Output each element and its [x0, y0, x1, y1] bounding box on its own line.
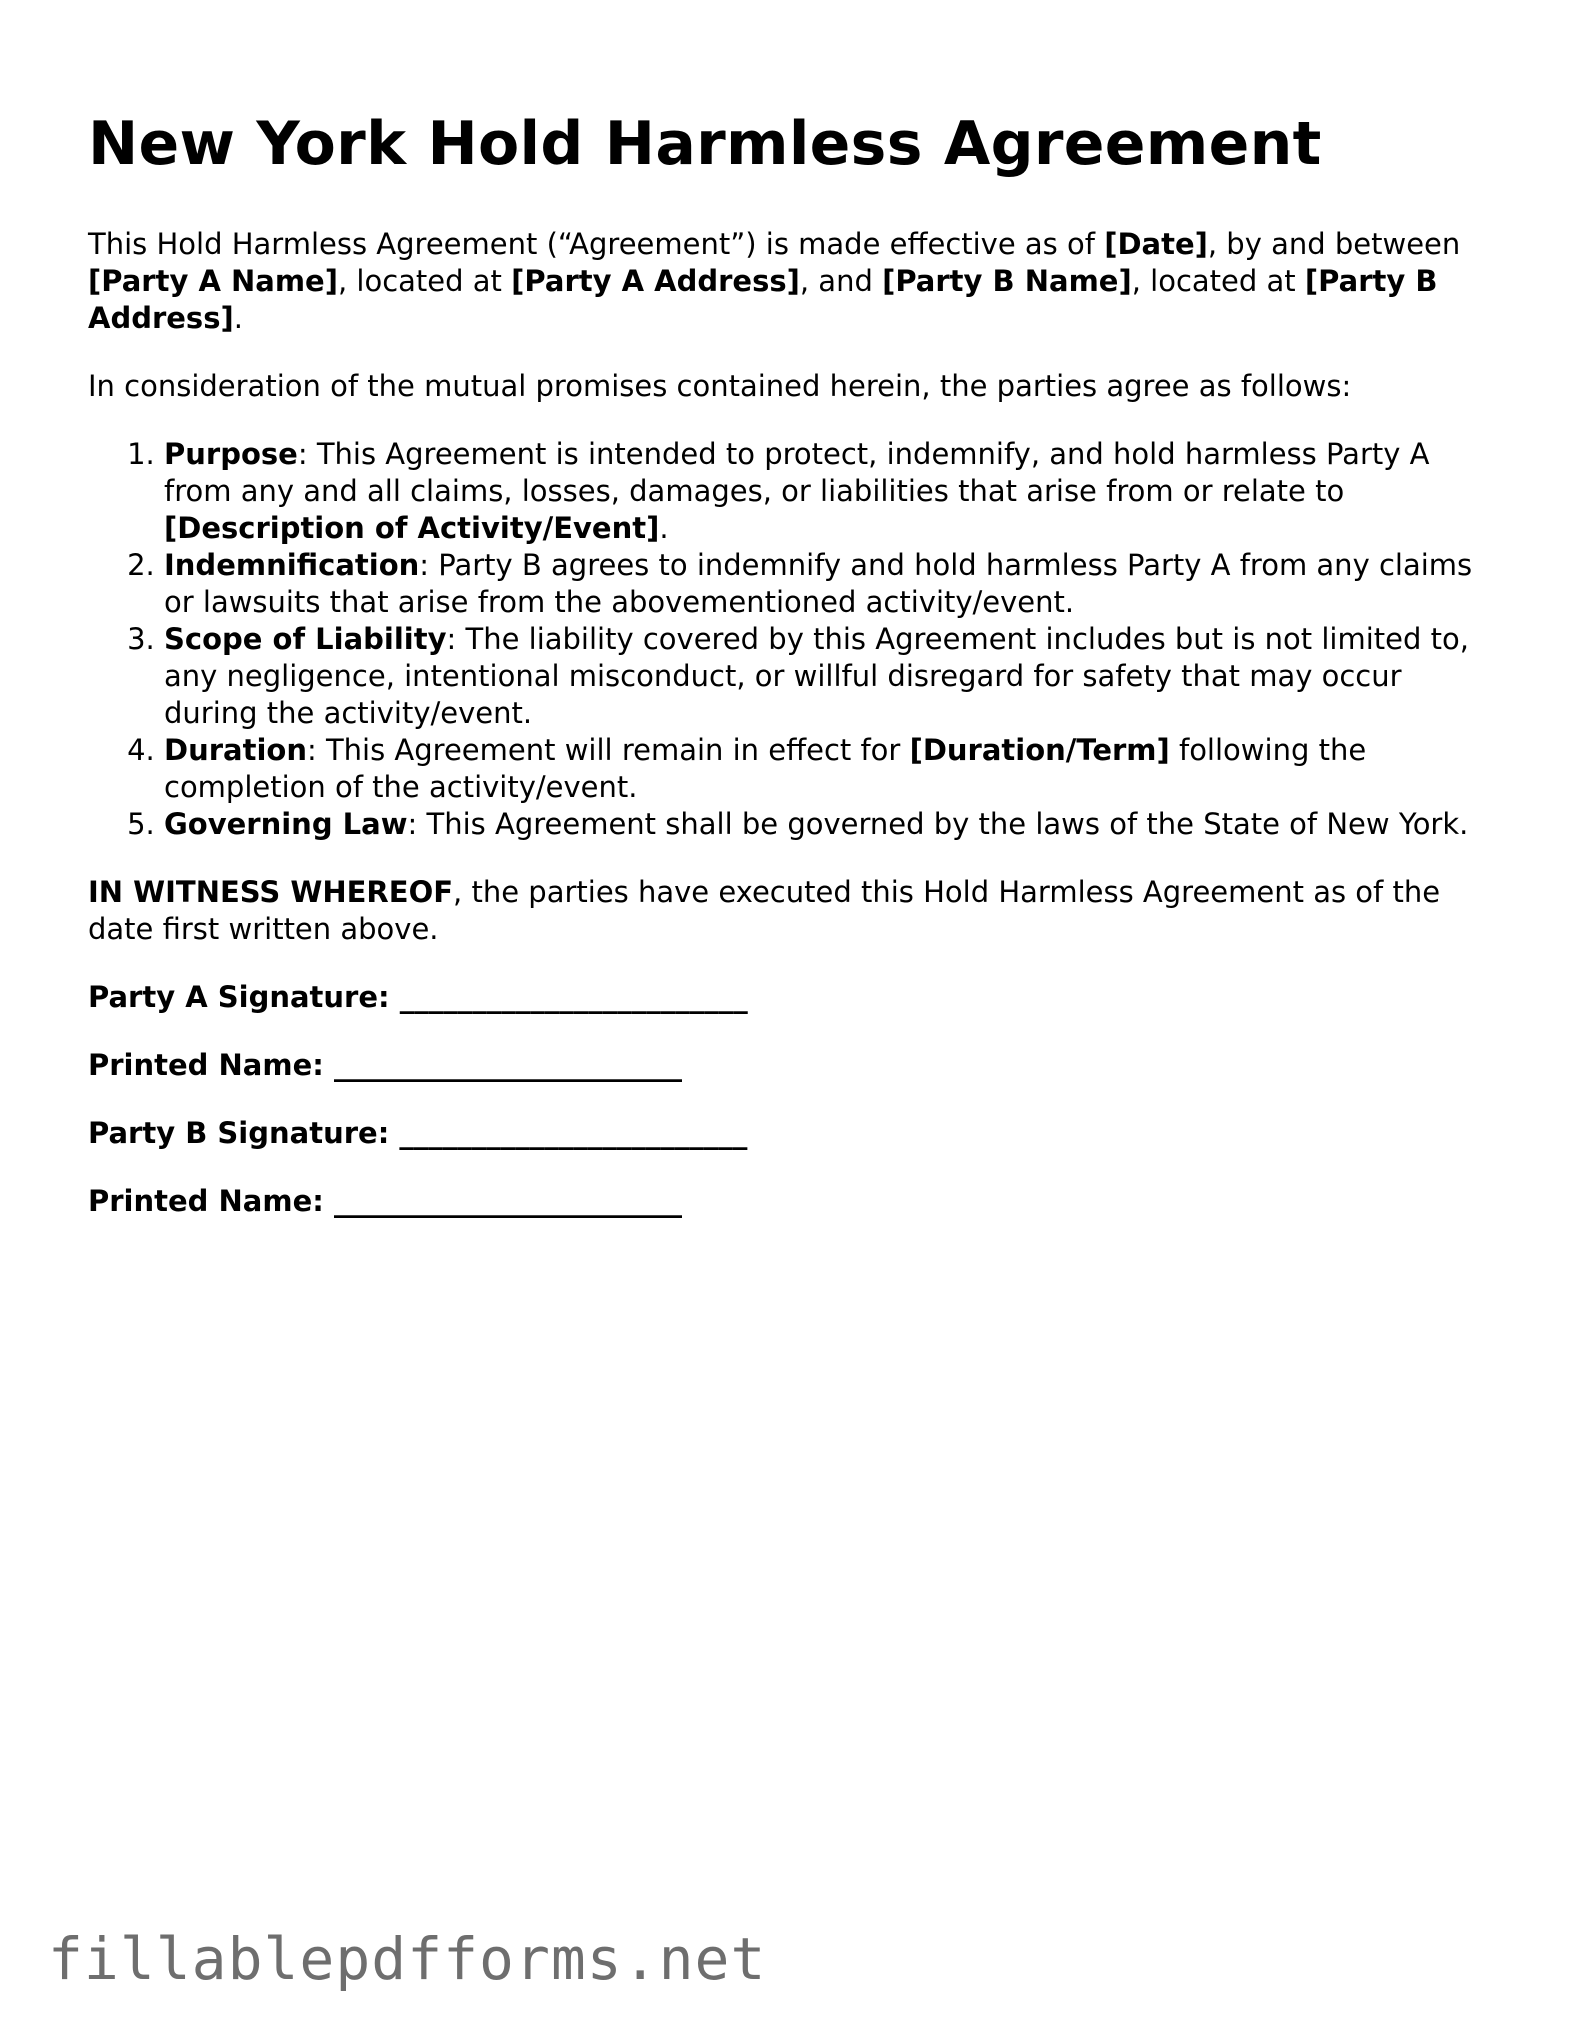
intro-text: , by and between — [1207, 227, 1461, 261]
intro-text: , located at — [337, 264, 512, 298]
intro-text: This Hold Harmless Agreement (“Agreement”) is made effective as of — [88, 227, 1105, 261]
signature-label: Party B Signature: — [88, 1116, 400, 1150]
signature-label: Party A Signature: — [88, 980, 400, 1014]
clause-indemnification — [164, 547, 1498, 621]
party-b-signature-line — [88, 1115, 1498, 1152]
party-b-signature-blank[interactable]: ________________________ — [399, 1116, 748, 1150]
intro-text: , and — [799, 264, 883, 298]
clause-purpose — [164, 436, 1498, 547]
clause-heading: Indemnification — [164, 548, 420, 582]
party-b-address-field: [Party B Address] — [88, 264, 1438, 335]
watermark: fillablepdfforms.net — [48, 1925, 767, 1993]
clause-text: following the completion of the activity/event. — [164, 733, 1367, 804]
clause-text: : This Agreement is intended to protect, indemnify, and hold harmless Party A from any and all claims, losses, damages, or liabilities that arise from or relate to — [164, 437, 1430, 508]
party-a-address-field: [Party A Address] — [511, 264, 800, 298]
party-a-signature-line — [88, 979, 1498, 1016]
clause-heading: Purpose — [164, 437, 298, 471]
party-a-name-field: [Party A Name] — [88, 264, 338, 298]
clause-heading: Scope of Liability — [164, 622, 447, 656]
clause-text: . — [659, 511, 669, 545]
consideration-paragraph: In consideration of the mutual promises contained herein, the parties agree as follows: — [88, 369, 1352, 403]
party-a-signature-blank[interactable]: ________________________ — [399, 980, 748, 1014]
clause-heading: Duration — [164, 733, 307, 767]
witness-heading: IN WITNESS WHEREOF — [88, 875, 454, 909]
date-field: [Date] — [1104, 227, 1208, 261]
clause-duration — [164, 732, 1498, 806]
witness-text: , the parties have executed this Hold Harmless Agreement as of the date first written above. — [88, 875, 1441, 946]
party-a-printed-name-line — [88, 1047, 1498, 1084]
clause-text: : Party B agrees to indemnify and hold harmless Party A from any claims or lawsuits that arise from the abovementioned activity/event. — [164, 548, 1473, 619]
party-b-name-field: [Party B Name] — [882, 264, 1132, 298]
document-title: New York Hold Harmless Agreement — [88, 109, 1322, 179]
document-page — [88, 108, 1498, 1251]
intro-paragraph — [88, 226, 1498, 337]
witness-paragraph — [88, 874, 1498, 948]
signature-label: Printed Name: — [88, 1048, 334, 1082]
intro-text: . — [233, 301, 243, 335]
clause-governing-law — [164, 806, 1498, 843]
duration-term-field: [Duration/Term] — [909, 733, 1170, 767]
clause-heading: Governing Law — [164, 807, 408, 841]
party-a-printed-name-blank[interactable]: ________________________ — [333, 1048, 682, 1082]
intro-text: , located at — [1131, 264, 1305, 298]
signature-label: Printed Name: — [88, 1184, 334, 1218]
clause-scope-of-liability — [164, 621, 1498, 732]
party-b-printed-name-blank[interactable]: ________________________ — [333, 1184, 682, 1218]
clause-text: : This Agreement will remain in effect for — [306, 733, 910, 767]
activity-description-field: [Description of Activity/Event] — [164, 511, 660, 545]
clause-text: : The liability covered by this Agreement includes but is not limited to, any negligence, intentional misconduct, or willful disregard for safety that may occur during the activity/event. — [164, 622, 1469, 730]
clause-text: : This Agreement shall be governed by the laws of the State of New York. — [407, 807, 1469, 841]
clause-list — [88, 436, 1498, 843]
party-b-printed-name-line — [88, 1183, 1498, 1220]
